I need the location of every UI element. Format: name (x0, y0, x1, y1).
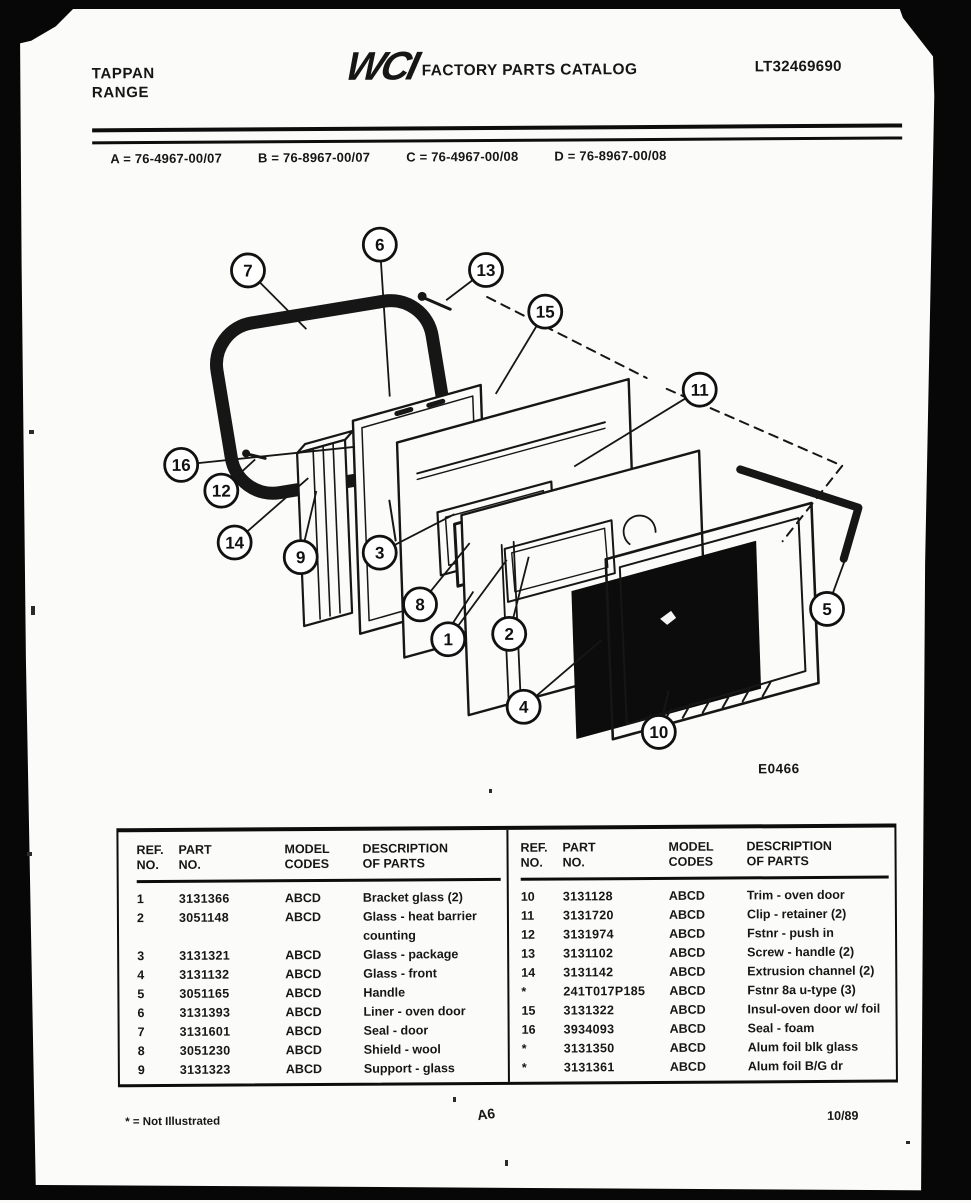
cell-codes: ABCD (668, 888, 705, 903)
table-row (138, 1040, 502, 1061)
col-part: PART NO. (562, 840, 596, 870)
callout-number: 8 (415, 595, 425, 615)
cell-ref: 3 (137, 949, 145, 964)
cell-part: 3131102 (563, 946, 614, 961)
model-code: B = 76-8967-00/07 (257, 149, 371, 166)
callout-number: 11 (690, 380, 709, 400)
scan-speck (27, 852, 32, 856)
cell-codes: ABCD (285, 986, 322, 1001)
cell-desc: Insul-oven door w/ foil (747, 1001, 881, 1017)
table-row (137, 983, 501, 1004)
cell-ref: 14 (521, 965, 536, 980)
cell-desc: Glass - package (363, 947, 459, 962)
projection-line (487, 296, 646, 379)
scan-speck (29, 430, 34, 434)
table-row (521, 886, 889, 907)
scan-speck (453, 1097, 456, 1102)
cell-part: 3131128 (562, 889, 613, 904)
cell-ref: 11 (520, 908, 535, 923)
cell-part: 3051230 (179, 1043, 231, 1058)
cell-part: 3131322 (563, 1003, 615, 1018)
cell-part: 3131142 (563, 965, 614, 980)
cell-ref: * (521, 1041, 527, 1056)
cell-desc: Alum foil B/G dr (747, 1058, 844, 1074)
scan-speck (505, 1160, 508, 1166)
table-row (522, 1038, 890, 1059)
table-row (522, 1057, 890, 1078)
callout-number: 7 (243, 261, 253, 281)
cell-ref: 15 (521, 1003, 536, 1018)
cell-part: 3131720 (562, 908, 614, 923)
cell-desc: Bracket glass (2) (362, 890, 463, 905)
cell-desc: Trim - oven door (746, 887, 845, 903)
table-row (138, 1021, 502, 1042)
cell-codes: ABCD (284, 910, 322, 925)
table-row (521, 905, 889, 926)
glass-support-liner (297, 431, 354, 626)
col-desc: DESCRIPTION OF PARTS (362, 841, 448, 871)
cell-desc: Liner - oven door (363, 1004, 466, 1019)
cell-desc: Seal - door (363, 1023, 429, 1038)
cell-part: 3131321 (179, 948, 230, 963)
cell-desc: Fstnr - push in (746, 925, 834, 941)
brand-line1: TAPPAN (91, 65, 155, 83)
cell-codes: ABCD (668, 907, 706, 922)
callout-number: 2 (504, 624, 515, 644)
cell-codes: ABCD (285, 1043, 322, 1058)
cell-desc: Glass - heat barrier counting (362, 909, 477, 943)
cell-codes: ABCD (285, 1024, 322, 1039)
table-body-right (521, 879, 890, 1078)
cell-part: 241T017P185 (563, 984, 646, 999)
table-row (138, 1059, 502, 1080)
cell-part: 3131323 (179, 1062, 231, 1077)
callout-number: 13 (476, 260, 496, 281)
cell-desc: Clip - retainer (2) (746, 906, 847, 922)
brand-line2: RANGE (91, 84, 150, 102)
page-reference: A6 (476, 1104, 496, 1124)
table-row (521, 981, 889, 1002)
cell-ref: 4 (137, 968, 145, 983)
cell-part: 3131601 (179, 1024, 231, 1039)
cell-codes: ABCD (669, 945, 706, 960)
col-part: PART NO. (178, 842, 212, 872)
cell-desc: Handle (363, 985, 406, 1000)
callout-number: 12 (211, 481, 231, 501)
cell-part: 3131132 (179, 967, 230, 982)
not-illustrated-note: * = Not Illustrated (125, 1115, 221, 1129)
callout-number: 1 (443, 630, 454, 650)
col-ref: REF. NO. (136, 842, 164, 873)
cell-codes: ABCD (669, 964, 706, 979)
catalog-title: FACTORY PARTS CATALOG (421, 61, 638, 80)
cell-desc: Seal - foam (747, 1020, 815, 1036)
table-body-left (137, 881, 502, 1080)
cell-codes: ABCD (669, 1002, 706, 1017)
cell-part: 3131974 (563, 927, 614, 942)
cell-desc: Screw - handle (2) (747, 944, 855, 960)
cell-codes: ABCD (285, 948, 322, 963)
parts-table-right (506, 828, 896, 1082)
cell-part: 3131393 (179, 1005, 231, 1020)
cell-codes: ABCD (285, 1062, 323, 1077)
cell-part: 3131361 (563, 1060, 615, 1075)
col-ref: REF. NO. (520, 840, 548, 870)
cell-desc: Extrusion channel (2) (747, 963, 875, 979)
table-row (521, 943, 889, 964)
cell-part: 3934093 (563, 1022, 615, 1037)
callout-number: 3 (374, 543, 385, 563)
callout-number: 14 (225, 533, 245, 553)
table-row (137, 907, 501, 947)
col-desc: DESCRIPTION OF PARTS (746, 838, 832, 869)
leader-line (380, 245, 390, 397)
scan-artifact (0, 1096, 26, 1200)
callout-number: 16 (171, 455, 191, 475)
cell-ref: 5 (137, 987, 145, 1002)
callout-number: 10 (649, 722, 669, 743)
callout-number: 4 (518, 697, 529, 717)
cell-ref: 16 (521, 1022, 536, 1037)
cell-ref: 10 (520, 889, 535, 904)
table-row (521, 924, 889, 945)
cell-codes: ABCD (669, 1059, 707, 1074)
callout-number: 6 (375, 235, 385, 255)
scan-artifact (0, 0, 971, 9)
table-row (521, 962, 889, 983)
cell-ref: 2 (136, 911, 144, 926)
revision-date: 10/89 (827, 1108, 859, 1123)
scan-speck (31, 606, 35, 615)
cell-ref: 7 (137, 1025, 145, 1040)
model-code: C = 76-4967-00/08 (406, 148, 519, 165)
cell-ref: 12 (521, 927, 535, 942)
cell-codes: ABCD (284, 891, 321, 906)
cell-ref: 6 (137, 1006, 145, 1021)
cell-ref: 13 (521, 946, 536, 961)
cell-part: 3051165 (179, 986, 230, 1001)
table-row (522, 1019, 890, 1040)
callout-number: 15 (535, 302, 555, 322)
cell-codes: ABCD (669, 1040, 706, 1055)
table-row (137, 888, 501, 909)
cell-desc: Support - glass (363, 1061, 455, 1076)
document-number: LT32469690 (754, 57, 842, 76)
cell-desc: Glass - front (363, 966, 437, 981)
cell-desc: Shield - wool (363, 1042, 441, 1057)
table-row (137, 964, 501, 985)
cell-codes: ABCD (669, 1021, 706, 1036)
cell-codes: ABCD (285, 967, 322, 982)
scan-speck (906, 1141, 910, 1144)
cell-part: 3131366 (178, 891, 230, 906)
table-header (136, 830, 500, 883)
col-model: MODEL CODES (668, 839, 714, 869)
parts-table-left (118, 830, 508, 1084)
cell-part: 3051148 (178, 910, 230, 925)
wci-logo: WCI (341, 44, 421, 89)
cell-codes: ABCD (669, 983, 706, 998)
cell-part: 3131350 (563, 1041, 615, 1056)
cell-ref: 1 (136, 892, 144, 907)
cell-ref: * (521, 984, 527, 999)
callout-number: 9 (295, 548, 306, 568)
figure-code: E0466 (757, 761, 800, 777)
cell-ref: 9 (137, 1063, 145, 1078)
cell-codes: ABCD (669, 926, 706, 941)
callout-number: 5 (822, 599, 832, 619)
col-model: MODEL CODES (284, 841, 330, 872)
cell-desc: Fstnr 8a u-type (3) (747, 982, 856, 998)
model-code: D = 76-8967-00/08 (554, 147, 667, 164)
table-row (137, 1002, 501, 1023)
cell-ref: 8 (137, 1044, 145, 1059)
parts-table (116, 823, 898, 1087)
table-header (520, 828, 888, 881)
model-code: A = 76-4967-00/07 (110, 150, 223, 167)
table-row (521, 1000, 889, 1021)
scan-speck (489, 789, 492, 793)
table-row (137, 945, 501, 966)
cell-codes: ABCD (285, 1005, 322, 1020)
cell-ref: * (521, 1060, 527, 1075)
cell-desc: Alum foil blk glass (747, 1039, 859, 1055)
